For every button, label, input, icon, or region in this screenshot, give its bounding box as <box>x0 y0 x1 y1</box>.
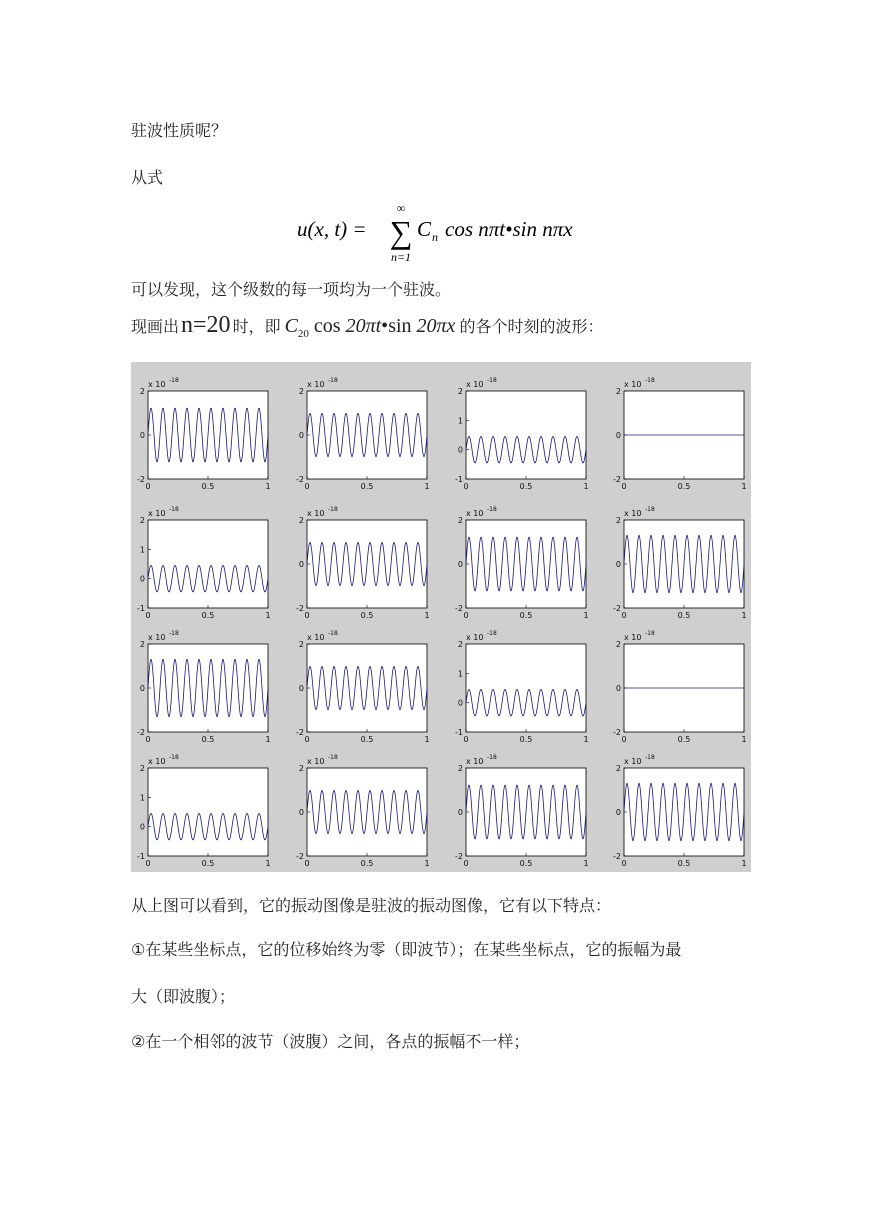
y-tick-label: 2 <box>457 764 463 773</box>
formula-cos: cos <box>313 315 341 337</box>
formula-coef: C <box>284 315 298 337</box>
x-tick-label: 1 <box>583 611 589 620</box>
y-tick-label: -2 <box>296 604 304 613</box>
y-tick-label: 0 <box>139 431 145 440</box>
scale-exponent: -18 <box>328 377 338 384</box>
scale-label: x 10 <box>307 509 325 518</box>
y-tick-label: -1 <box>455 728 463 737</box>
x-tick-label: 1 <box>265 735 271 744</box>
scale-label: x 10 <box>624 509 642 518</box>
plot-axes-box <box>466 391 586 479</box>
y-tick-label: 2 <box>615 387 621 396</box>
x-tick-label: 1 <box>741 735 747 744</box>
y-tick-label: -2 <box>296 728 304 737</box>
scale-exponent: -18 <box>487 377 497 384</box>
y-tick-label: 2 <box>457 387 463 396</box>
y-tick-label: 0 <box>457 560 463 569</box>
x-tick-label: 0.5 <box>677 611 691 620</box>
plot-axes-box <box>148 520 268 608</box>
y-tick-label: 2 <box>298 640 304 649</box>
scale-exponent: -18 <box>487 630 497 637</box>
y-tick-label: 0 <box>615 808 621 817</box>
line4-n: n=20 <box>181 312 231 338</box>
y-tick-label: 2 <box>298 764 304 773</box>
formula-dot: • <box>381 315 389 337</box>
y-tick-label: 2 <box>139 640 145 649</box>
formula-sin: sin <box>388 315 412 337</box>
y-tick-label: -1 <box>455 475 463 484</box>
x-tick-label: 0 <box>304 735 310 744</box>
text-line-2: 从式 <box>131 168 164 187</box>
x-tick-label: 1 <box>583 735 589 744</box>
text-line-1: 驻波性质呢？ <box>131 121 228 140</box>
plot-axes-box <box>466 644 586 732</box>
scale-label: x 10 <box>466 380 484 389</box>
waveform-chart <box>131 362 751 872</box>
x-tick-label: 0.5 <box>201 611 215 620</box>
y-tick-label: -2 <box>455 604 463 613</box>
x-tick-label: 1 <box>424 611 430 620</box>
x-tick-label: 1 <box>265 611 271 620</box>
x-tick-label: 0 <box>621 859 627 868</box>
x-tick-label: 1 <box>741 611 747 620</box>
scale-label: x 10 <box>466 757 484 766</box>
x-tick-label: 0 <box>304 611 310 620</box>
y-tick-label: 0 <box>457 698 463 708</box>
y-tick-label: 2 <box>139 387 145 396</box>
y-tick-label: 1 <box>139 545 145 555</box>
x-tick-label: 0 <box>621 611 627 620</box>
x-tick-label: 1 <box>265 482 271 491</box>
x-tick-label: 0.5 <box>519 735 533 744</box>
x-tick-label: 1 <box>741 859 747 868</box>
line4-mid: 时，即 <box>232 317 281 336</box>
y-tick-label: 0 <box>457 808 463 817</box>
y-tick-label: -1 <box>137 852 145 861</box>
x-tick-label: 0.5 <box>677 735 691 744</box>
scale-label: x 10 <box>307 633 325 642</box>
x-tick-label: 1 <box>424 735 430 744</box>
y-tick-label: 2 <box>457 640 463 649</box>
text-line-4 <box>131 312 603 340</box>
y-tick-label: -2 <box>137 728 145 737</box>
y-tick-label: 0 <box>615 560 621 569</box>
x-tick-label: 0 <box>145 611 151 620</box>
scale-label: x 10 <box>148 509 166 518</box>
scale-exponent: -18 <box>169 630 179 637</box>
y-tick-label: 0 <box>298 560 304 569</box>
y-tick-label: 2 <box>298 516 304 525</box>
equation-lhs: u(x, t) = <box>297 217 367 241</box>
x-tick-label: 0.5 <box>677 482 691 491</box>
x-tick-label: 0 <box>463 735 469 744</box>
y-tick-label: 1 <box>139 793 145 803</box>
scale-label: x 10 <box>307 380 325 389</box>
x-tick-label: 0 <box>463 611 469 620</box>
scale-label: x 10 <box>466 509 484 518</box>
text-para-1: 从上图可以看到，它的振动图像是驻波的振动图像，它有以下特点： <box>131 896 612 915</box>
x-tick-label: 0 <box>621 735 627 744</box>
y-tick-label: 2 <box>139 764 145 773</box>
x-tick-label: 0.5 <box>360 611 374 620</box>
y-tick-label: 0 <box>139 684 145 693</box>
scale-exponent: -18 <box>645 377 655 384</box>
y-tick-label: 2 <box>298 387 304 396</box>
x-tick-label: 0 <box>463 482 469 491</box>
y-tick-label: 1 <box>457 669 463 679</box>
y-tick-label: 2 <box>615 640 621 649</box>
y-tick-label: -2 <box>137 475 145 484</box>
scale-exponent: -18 <box>645 506 655 513</box>
x-tick-label: 0.5 <box>201 482 215 491</box>
waveform-figure <box>131 362 751 872</box>
scale-label: x 10 <box>148 633 166 642</box>
x-tick-label: 0.5 <box>201 859 215 868</box>
y-tick-label: 1 <box>457 416 463 426</box>
scale-exponent: -18 <box>328 754 338 761</box>
y-tick-label: -2 <box>613 852 621 861</box>
y-tick-label: -1 <box>137 604 145 613</box>
x-tick-label: 0.5 <box>360 859 374 868</box>
scale-exponent: -18 <box>169 506 179 513</box>
x-tick-label: 0.5 <box>360 482 374 491</box>
y-tick-label: 2 <box>615 764 621 773</box>
text-line-3: 可以发现，这个级数的每一项均为一个驻波。 <box>131 280 452 299</box>
scale-label: x 10 <box>624 633 642 642</box>
formula-coef-sub: 20 <box>297 328 309 340</box>
x-tick-label: 1 <box>741 482 747 491</box>
y-tick-label: 2 <box>457 516 463 525</box>
text-para-2a: ①在某些坐标点，它的位移始终为零（即波节）；在某些坐标点，它的振幅为最 <box>131 940 682 959</box>
scale-exponent: -18 <box>487 754 497 761</box>
equation-sum-bottom: n=1 <box>390 250 412 264</box>
scale-exponent: -18 <box>169 754 179 761</box>
plot-axes-box <box>148 768 268 856</box>
scale-exponent: -18 <box>169 377 179 384</box>
scale-label: x 10 <box>624 757 642 766</box>
x-tick-label: 1 <box>583 482 589 491</box>
x-tick-label: 0 <box>145 735 151 744</box>
x-tick-label: 0.5 <box>201 735 215 744</box>
scale-label: x 10 <box>307 757 325 766</box>
y-tick-label: 0 <box>298 684 304 693</box>
equation-term: C <box>417 217 432 241</box>
scale-label: x 10 <box>624 380 642 389</box>
x-tick-label: 1 <box>265 859 271 868</box>
equation-rhs: cos nπt•sin nπx <box>445 217 573 241</box>
y-tick-label: -2 <box>613 475 621 484</box>
y-tick-label: -2 <box>296 852 304 861</box>
scale-label: x 10 <box>466 633 484 642</box>
x-tick-label: 0 <box>145 482 151 491</box>
formula-sin-arg: 20πx <box>416 315 456 337</box>
y-tick-label: 0 <box>298 808 304 817</box>
scale-label: x 10 <box>148 380 166 389</box>
y-tick-label: -2 <box>613 728 621 737</box>
y-tick-label: -2 <box>613 604 621 613</box>
scale-exponent: -18 <box>645 754 655 761</box>
x-tick-label: 0 <box>463 859 469 868</box>
x-tick-label: 1 <box>424 482 430 491</box>
x-tick-label: 0 <box>621 482 627 491</box>
text-para-3: ②在一个相邻的波节（波腹）之间，各点的振幅不一样； <box>131 1032 530 1051</box>
y-tick-label: 0 <box>139 822 145 832</box>
x-tick-label: 0.5 <box>677 859 691 868</box>
scale-exponent: -18 <box>328 506 338 513</box>
x-tick-label: 0 <box>304 859 310 868</box>
scale-exponent: -18 <box>645 630 655 637</box>
y-tick-label: 2 <box>615 516 621 525</box>
inline-formula <box>285 315 456 340</box>
y-tick-label: 0 <box>139 574 145 584</box>
x-tick-label: 0.5 <box>519 482 533 491</box>
line4-prefix: 现画出 <box>131 317 180 336</box>
equation-sigma: ∑ <box>389 214 413 250</box>
x-tick-label: 0 <box>145 859 151 868</box>
x-tick-label: 1 <box>424 859 430 868</box>
y-tick-label: 2 <box>139 516 145 525</box>
text-para-2b: 大（即波腹）； <box>131 987 236 1006</box>
y-tick-label: -2 <box>455 852 463 861</box>
scale-label: x 10 <box>148 757 166 766</box>
scale-exponent: -18 <box>328 630 338 637</box>
x-tick-label: 0.5 <box>360 735 374 744</box>
x-tick-label: 1 <box>583 859 589 868</box>
equation-term-sub: n <box>432 230 438 244</box>
y-tick-label: 0 <box>457 445 463 455</box>
formula-cos-arg: 20πt <box>345 315 382 337</box>
x-tick-label: 0 <box>304 482 310 491</box>
line4-suffix: 的各个时刻的波形： <box>459 317 604 336</box>
scale-exponent: -18 <box>487 506 497 513</box>
y-tick-label: 0 <box>615 431 621 440</box>
equation-sum-top: ∞ <box>396 201 406 215</box>
y-tick-label: 0 <box>298 431 304 440</box>
x-tick-label: 0.5 <box>519 611 533 620</box>
series-equation <box>295 198 595 264</box>
y-tick-label: -2 <box>296 475 304 484</box>
y-tick-label: 0 <box>615 684 621 693</box>
x-tick-label: 0.5 <box>519 859 533 868</box>
